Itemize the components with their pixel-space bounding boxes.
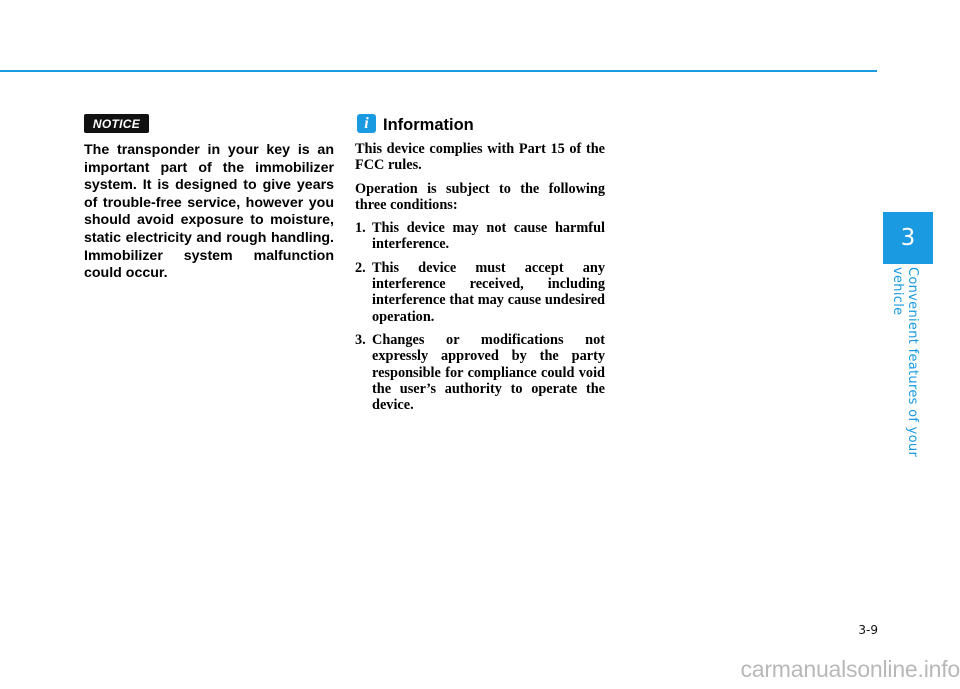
list-item bbox=[355, 220, 605, 253]
information-paragraph: Operation is subject to the following three conditions: bbox=[355, 180, 605, 213]
list-item-text: Changes or modifications not expressly approved by the party responsible for compliance could void the user’s authority to operate the device. bbox=[372, 331, 605, 414]
chapter-tab bbox=[883, 212, 933, 264]
notice-text: The transponder in your key is an important part of the immobilizer system. It is designed to give years of trouble-free service, however you should avoid exposure to moisture, static electricity and rough handling. Immobilizer system malfunction could occur. bbox=[84, 142, 334, 282]
information-body bbox=[355, 141, 605, 420]
notice-badge bbox=[84, 114, 149, 133]
chapter-number: 3 bbox=[900, 225, 916, 251]
watermark: carmanualsonline.info bbox=[740, 656, 960, 682]
list-item-text: This device must accept any interference received, including interference that may cause undesired operation. bbox=[372, 259, 605, 325]
list-item bbox=[355, 332, 605, 413]
chapter-title: Convenient features of your vehicle bbox=[890, 267, 920, 458]
list-item-number: 1. bbox=[355, 220, 366, 237]
info-icon-glyph: i bbox=[364, 114, 369, 132]
header-rule bbox=[0, 70, 877, 72]
page-number: 3-9 bbox=[858, 623, 878, 637]
list-item-number: 3. bbox=[355, 331, 366, 348]
notice-badge-label: NOTICE bbox=[92, 116, 141, 131]
list-item-number: 2. bbox=[355, 259, 366, 276]
list-item bbox=[355, 260, 605, 325]
info-icon bbox=[357, 114, 376, 133]
information-paragraph: This device complies with Part 15 of the FCC rules. bbox=[355, 141, 605, 174]
information-heading: Information bbox=[383, 116, 474, 134]
conditions-list bbox=[355, 220, 605, 413]
list-item-text: This device may not cause harmful interference. bbox=[372, 220, 605, 253]
